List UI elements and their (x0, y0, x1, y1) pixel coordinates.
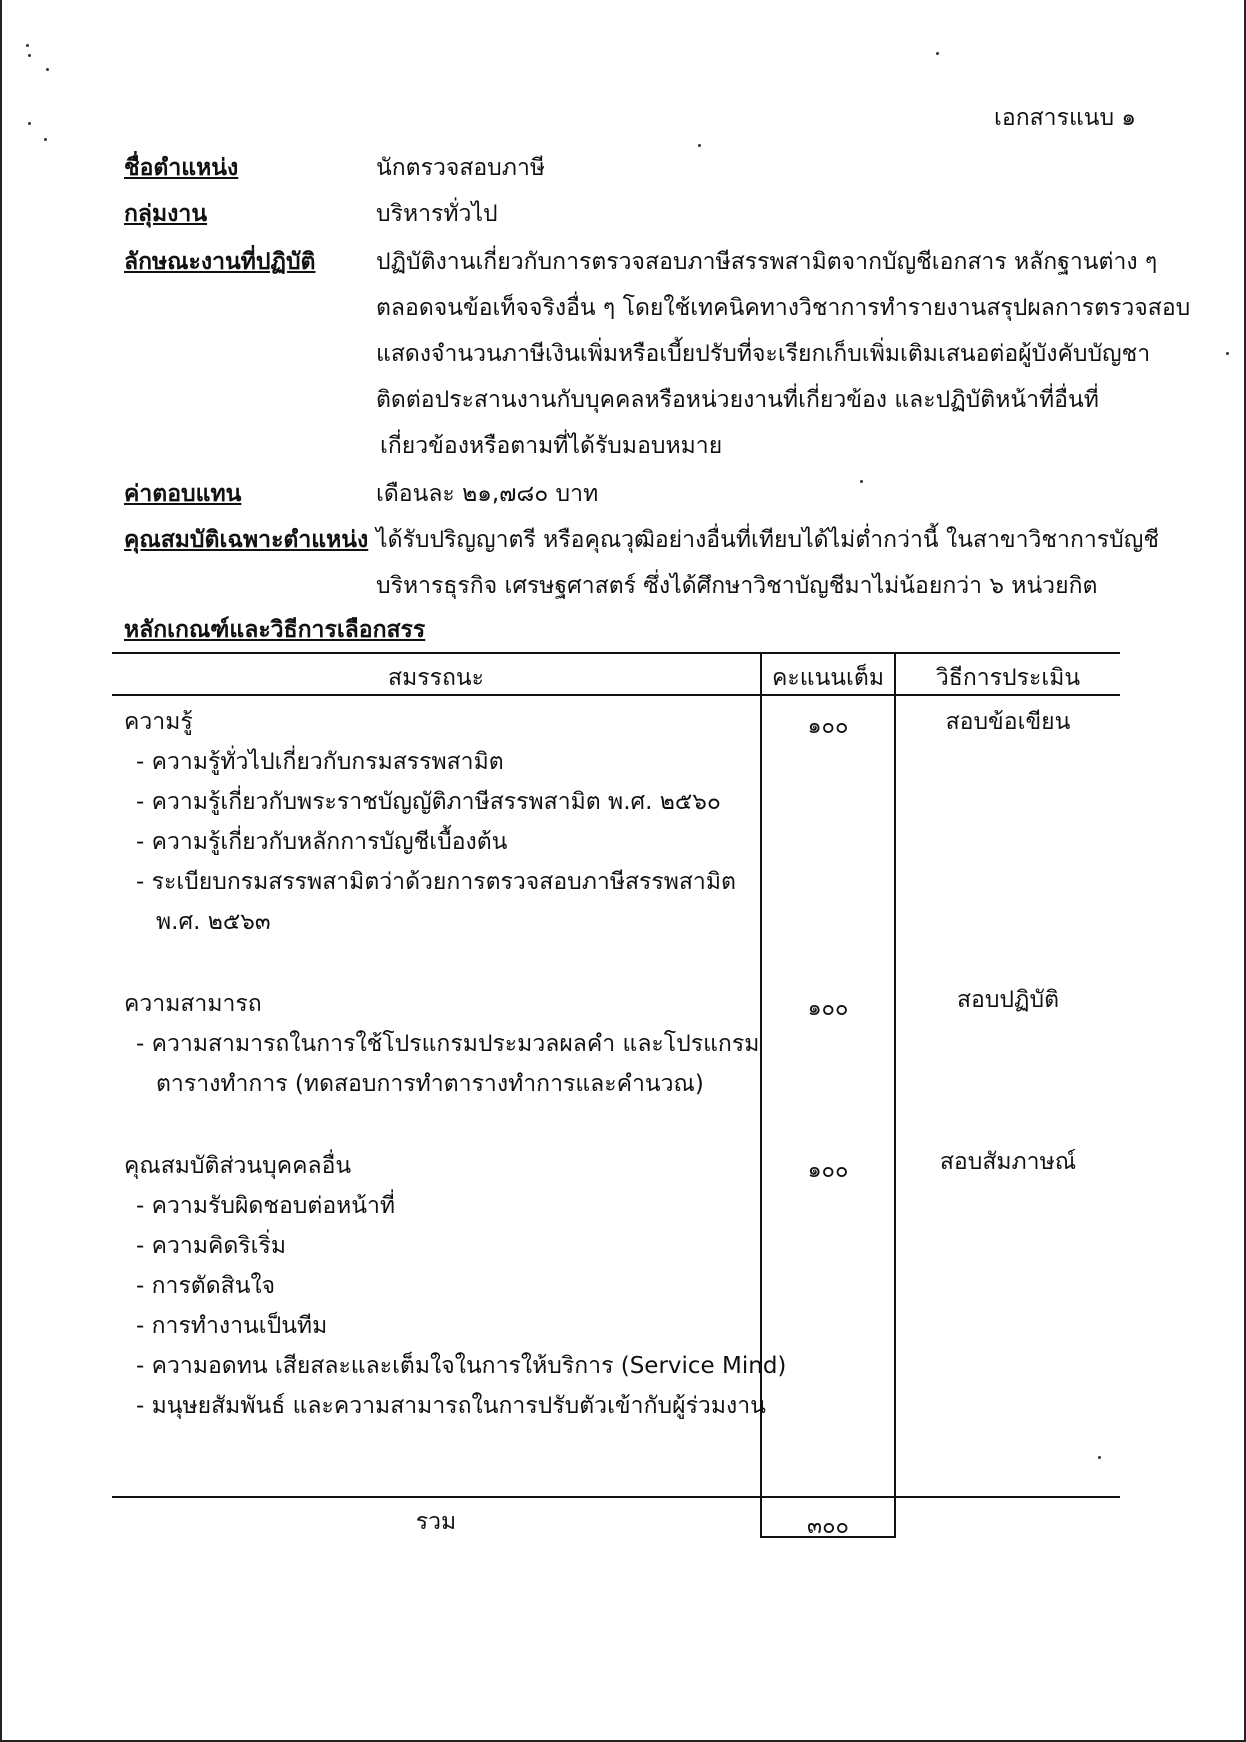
table-total-rule (112, 1496, 1120, 1498)
list-item: - ระเบียบกรมสรรพสามิตว่าด้วยการตรวจสอบภาษีสรรพสามิต (136, 869, 736, 895)
method-personal-attributes: สอบสัมภาษณ์ (939, 1149, 1077, 1175)
score-ability: ๑๐๐ (807, 996, 849, 1021)
duties-line: เกี่ยวข้องหรือตามที่ได้รับมอบหมาย (380, 433, 723, 459)
scan-speck (936, 52, 939, 55)
scan-speck (28, 54, 31, 57)
table-top-rule (112, 652, 1120, 654)
list-item: - ความรู้เกี่ยวกับหลักการบัญชีเบื้องต้น (136, 829, 508, 855)
qualification-line: ได้รับปริญญาตรี หรือคุณวุฒิอย่างอื่นที่เทียบได้ไม่ต่ำกว่านี้ ในสาขาวิชาการบัญชี (376, 527, 1159, 553)
duties-line: ติดต่อประสานงานกับบุคคลหรือหน่วยงานที่เกี่ยวข้อง และปฏิบัติหน้าที่อื่นที่ (376, 387, 1099, 413)
scan-speck (26, 44, 29, 47)
list-item: - ความอดทน เสียสละและเต็มใจในการให้บริการ (Service Mind) (136, 1353, 787, 1379)
list-item: ตารางทำการ (ทดสอบการทำตารางทำการและคำนวณ) (156, 1071, 704, 1097)
scan-speck (44, 138, 47, 141)
list-item: - การตัดสินใจ (136, 1273, 276, 1299)
selection-criteria-title: หลักเกณฑ์และวิธีการเลือกสรร (124, 617, 426, 643)
duties-label: ลักษณะงานที่ปฏิบัติ (124, 249, 316, 275)
group-label: กลุ่มงาน (124, 201, 208, 227)
header-assessment-method: วิธีการประเมิน (935, 665, 1081, 691)
qualification-label: คุณสมบัติเฉพาะตำแหน่ง (124, 527, 369, 553)
total-score: ๓๐๐ (807, 1514, 849, 1539)
salary-label: ค่าตอบแทน (124, 481, 242, 507)
scan-speck (698, 144, 701, 147)
duties-line: ตลอดจนข้อเท็จจริงอื่น ๆ โดยใช้เทคนิคทางวิชาการทำรายงานสรุปผลการตรวจสอบ (376, 295, 1191, 321)
score-column-right-rule (894, 652, 896, 1538)
position-value: นักตรวจสอบภาษี (376, 155, 546, 181)
duties-line: แสดงจำนวนภาษีเงินเพิ่มหรือเบี้ยปรับที่จะเรียกเก็บเพิ่มเติมเสนอต่อผู้บังคับบัญชา (376, 341, 1151, 367)
criteria-table (112, 652, 1120, 1538)
row-title-ability: ความสามารถ (124, 991, 262, 1017)
scan-speck (28, 122, 31, 125)
list-item: - ความรู้เกี่ยวกับพระราชบัญญัติภาษีสรรพสามิต พ.ศ. ๒๕๖๐ (136, 789, 721, 815)
row-title-knowledge: ความรู้ (124, 709, 193, 735)
list-item: - ความคิดริเริ่ม (136, 1233, 287, 1259)
score-knowledge: ๑๐๐ (807, 714, 849, 739)
salary-value: เดือนละ ๒๑,๗๘๐ บาท (376, 481, 599, 507)
scan-speck (1226, 352, 1229, 355)
list-item: - ความรับผิดชอบต่อหน้าที่ (136, 1193, 396, 1219)
qualification-line: บริหารธุรกิจ เศรษฐศาสตร์ ซึ่งได้ศึกษาวิชาบัญชีมาไม่น้อยกว่า ๖ หน่วยกิต (376, 573, 1098, 599)
attachment-label: เอกสารแนบ ๑ (994, 105, 1136, 131)
header-competency: สมรรถนะ (388, 665, 484, 691)
list-item: - ความรู้ทั่วไปเกี่ยวกับกรมสรรพสามิต (136, 749, 504, 775)
list-item: พ.ศ. ๒๕๖๓ (156, 909, 271, 935)
header-full-score: คะแนนเต็ม (772, 665, 884, 691)
score-personal-attributes: ๑๐๐ (807, 1158, 849, 1183)
scan-speck (46, 68, 49, 71)
group-value: บริหารทั่วไป (376, 201, 498, 227)
list-item: - มนุษยสัมพันธ์ และความสามารถในการปรับตัวเข้ากับผู้ร่วมงาน (136, 1393, 766, 1419)
position-label: ชื่อตำแหน่ง (124, 155, 239, 181)
list-item: - การทำงานเป็นทีม (136, 1313, 328, 1339)
method-knowledge: สอบข้อเขียน (945, 709, 1071, 735)
method-ability: สอบปฏิบัติ (956, 987, 1060, 1013)
scan-border-left (0, 0, 2, 1742)
scan-speck (860, 480, 863, 483)
row-title-personal-attributes: คุณสมบัติส่วนบุคคลอื่น (124, 1153, 352, 1179)
list-item: - ความสามารถในการใช้โปรแกรมประมวลผลคำ และโปรแกรม (136, 1031, 760, 1057)
total-label: รวม (415, 1509, 457, 1535)
duties-line: ปฏิบัติงานเกี่ยวกับการตรวจสอบภาษีสรรพสามิตจากบัญชีเอกสาร หลักฐานต่าง ๆ (376, 249, 1158, 275)
